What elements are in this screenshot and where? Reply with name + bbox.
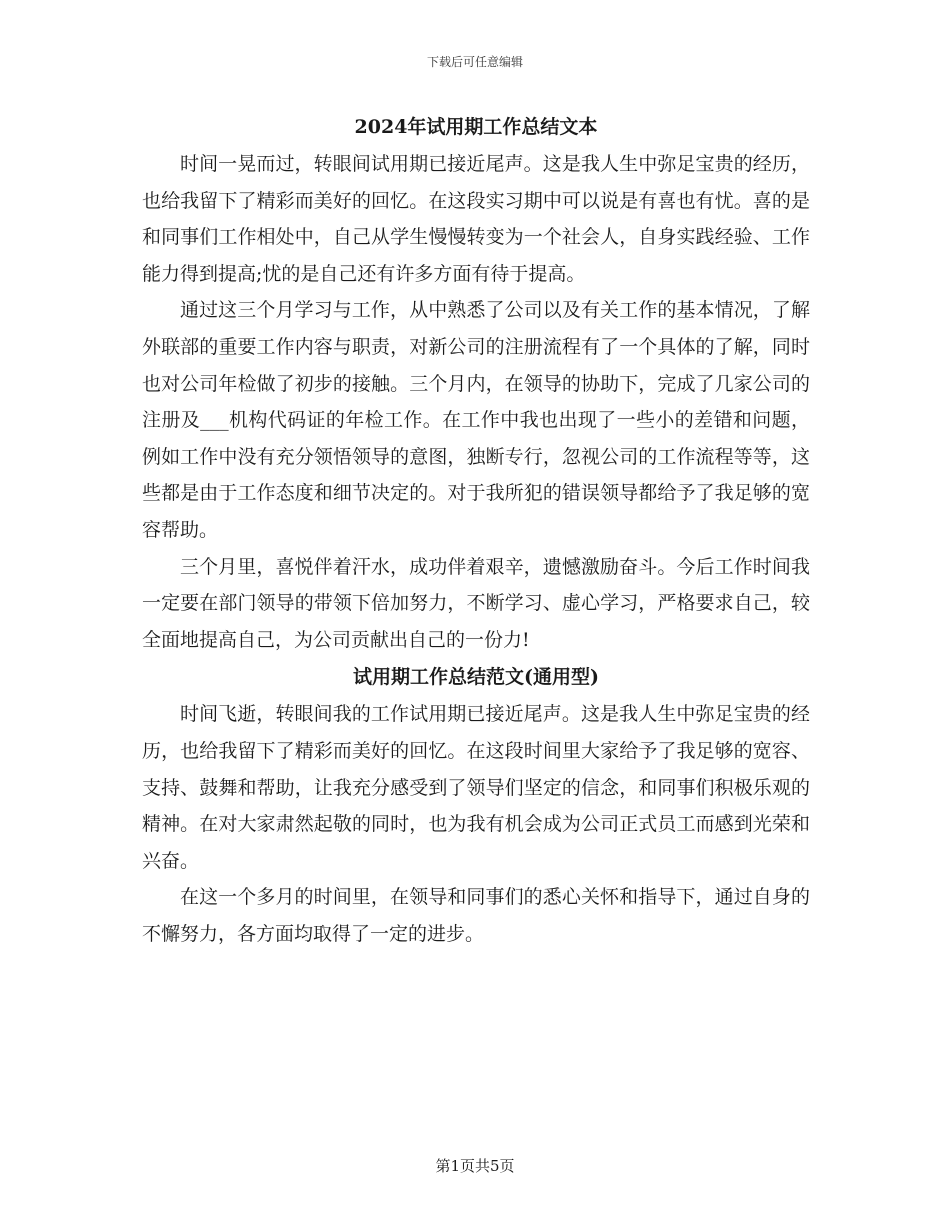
paragraph: 三个月里，喜悦伴着汗水，成功伴着艰辛，遗憾激励奋斗。今后工作时间我一定要在部门领导的带领下倍加努力，不断学习、虚心学习，严格要求自己，较全面地提高自己，为公司贡献出自己的一份力! — [142, 555, 810, 651]
document-body — [142, 108, 810, 952]
paragraph: 通过这三个月学习与工作，从中熟悉了公司以及有关工作的基本情况，了解外联部的重要工作内容与职责，对新公司的注册流程有了一个具体的了解，同时也对公司年检做了初步的接触。三个月内，在领导的协助下，完成了几家公司的注册及___机构代码证的年检工作。在工作中我也出现了一些小的差错和问题，例如工作中没有充分领悟领导的意图，独断专行，忽视公司的工作流程等等，这些都是由于工作态度和细节决定的。对于我所犯的错误领导都给予了我足够的宽容帮助。 — [142, 299, 810, 541]
page-header-note: 下载后可任意编辑 — [426, 55, 523, 69]
page-number: 第1页共5页 — [435, 1157, 515, 1175]
paragraph: 时间飞逝，转眼间我的工作试用期已接近尾声。这是我人生中弥足宝贵的经历，也给我留下了精彩而美好的回忆。在这段时间里大家给予了我足够的宽容、支持、鼓舞和帮助，让我充分感受到了领导们坚定的信念，和同事们积极乐观的精神。在对大家肃然起敬的同时，也为我有机会成为公司正式员工而感到光荣和兴奋。 — [142, 703, 810, 872]
paragraph: 时间一晃而过，转眼间试用期已接近尾声。这是我人生中弥足宝贵的经历，也给我留下了精彩而美好的回忆。在这段实习期中可以说是有喜也有忧。喜的是和同事们工作相处中，自己从学生慢慢转变为一个社会人，自身实践经验、工作能力得到提高;忧的是自己还有许多方面有待于提高。 — [142, 153, 810, 285]
document-title: 2024年试用期工作总结文本 — [354, 116, 598, 138]
paragraph: 在这一个多月的时间里，在领导和同事们的悉心关怀和指导下，通过自身的不懈努力，各方面均取得了一定的进步。 — [142, 886, 810, 945]
section-title: 试用期工作总结范文(通用型) — [353, 666, 599, 689]
